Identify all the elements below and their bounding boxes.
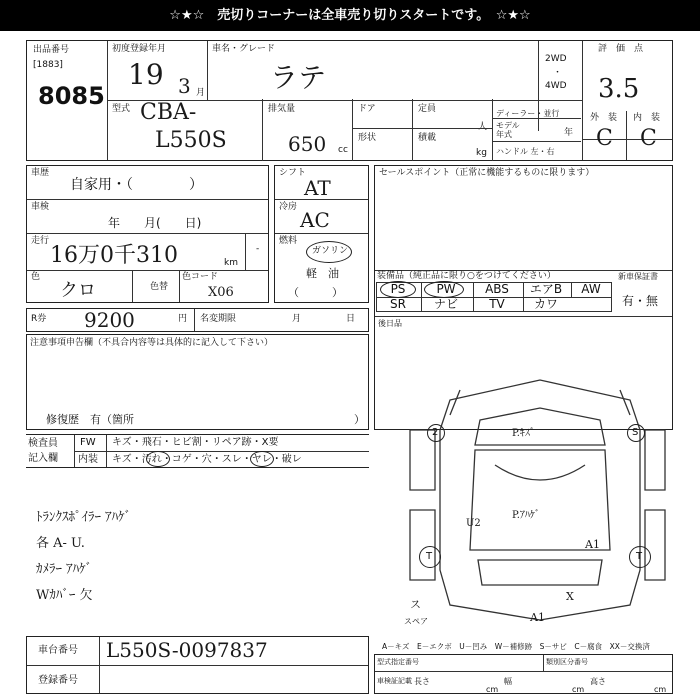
inspector-interior: 内装 bbox=[78, 454, 98, 465]
notes-label: 注意事項申告欄（不具合内容等は具体的に記入して下さい） bbox=[30, 338, 274, 348]
lot-sub: [1883] bbox=[33, 60, 63, 70]
rename-month: 月 bbox=[292, 314, 302, 324]
mark-3: P.ｷｽﾞ bbox=[512, 428, 535, 439]
mark-10: ス bbox=[410, 598, 421, 611]
sales-label: セールスポイント（正常に機能するものに限ります） bbox=[379, 168, 595, 178]
length-label: 長さ bbox=[414, 677, 430, 686]
equip-pw: PW bbox=[436, 282, 456, 296]
history-value: 自家用・（ ） bbox=[70, 177, 203, 193]
fuel-diesel: 軽 油 bbox=[306, 267, 339, 280]
warranty-value: 有・無 bbox=[622, 294, 659, 308]
repair-close: ） bbox=[354, 413, 365, 426]
mark-6: A1 bbox=[585, 538, 600, 551]
rename-label: 名変期限 bbox=[200, 314, 237, 324]
handle-label: ハンドル 左・右 bbox=[496, 147, 555, 156]
car-diagram bbox=[400, 370, 670, 630]
equip-tv: TV bbox=[489, 297, 505, 311]
load-unit: kg bbox=[476, 148, 487, 158]
recycle-box bbox=[26, 308, 369, 332]
equip-sr: SR bbox=[390, 297, 406, 311]
equip-airbag: エアB bbox=[529, 282, 563, 296]
model-label: 型式 bbox=[112, 104, 131, 114]
color-code: X06 bbox=[208, 285, 234, 300]
color: クロ bbox=[60, 280, 96, 301]
inspector-int-items: キズ・汚れ・コゲ・穴・スレ・ヤレ・破レ bbox=[112, 454, 302, 465]
mileage: 16万0千310 bbox=[50, 243, 178, 268]
color-code-label: 色コード bbox=[182, 272, 219, 282]
recycle-label: R券 bbox=[31, 314, 47, 324]
color-swap-label: 色替 bbox=[150, 282, 169, 292]
mileage-label: 走行 bbox=[31, 236, 50, 246]
fuel-other: （ ） bbox=[288, 286, 343, 299]
inspector-label-1: 検査員 bbox=[28, 438, 58, 449]
equip-abs: ABS bbox=[485, 282, 509, 296]
shift-label: シフト bbox=[279, 168, 307, 178]
note-4: Wｶﾊﾞｰ 欠 bbox=[36, 588, 93, 603]
fuel-gas: ガソリン bbox=[312, 246, 349, 256]
height-label: 高さ bbox=[590, 677, 606, 686]
interior-grade: C bbox=[640, 126, 657, 151]
class-label: 類別区分番号 bbox=[546, 658, 588, 666]
history-label: 車歴 bbox=[31, 168, 50, 178]
mark-1: 2 bbox=[432, 427, 439, 438]
type-label: 型式指定番号 bbox=[377, 658, 419, 666]
equipment-label: 装備品（純正品に限り○をつけてください） bbox=[377, 271, 556, 281]
warranty-label: 新車保証書 bbox=[618, 272, 658, 281]
ac: AC bbox=[300, 208, 330, 232]
fuel-label: 燃料 bbox=[279, 236, 298, 246]
inspector-fw: FW bbox=[80, 437, 96, 448]
mark-11: X bbox=[566, 590, 574, 603]
inspection-label: 車検 bbox=[31, 202, 50, 212]
shape-label: 形状 bbox=[358, 133, 377, 143]
drive-4wd: 4WD bbox=[545, 81, 567, 91]
equip-navi: ナビ bbox=[433, 297, 458, 311]
lot-label: 出品番号 bbox=[33, 45, 70, 55]
equip-leather: カワ bbox=[533, 297, 558, 311]
dealer-label: ディーラー・並行 bbox=[496, 109, 560, 118]
exterior-label: 外 装 bbox=[590, 113, 618, 123]
mark-5: U2 bbox=[466, 518, 481, 529]
mark-4: P.ｱﾊｹﾞ bbox=[512, 510, 540, 521]
width-label: 幅 bbox=[504, 677, 512, 686]
reg-month-unit: 月 bbox=[196, 88, 206, 98]
later-label: 後日品 bbox=[378, 319, 402, 328]
mark-7: T bbox=[426, 551, 433, 562]
inspection-value: 年 月( 日) bbox=[108, 216, 202, 230]
repair-label: 修復歴 有（箇所 bbox=[46, 413, 134, 426]
recycle-amount: 9200 bbox=[84, 308, 135, 332]
car-name: ラテ bbox=[270, 61, 327, 94]
spare-label: スペア bbox=[404, 617, 428, 626]
rub-circle bbox=[250, 451, 274, 467]
name-label: 車名・グレード bbox=[212, 44, 276, 54]
door-label: ドア bbox=[358, 104, 376, 114]
rating: 3.5 bbox=[598, 74, 640, 104]
model-2: L550S bbox=[155, 128, 227, 153]
rename-day: 日 bbox=[346, 314, 356, 324]
model-year-unit: 年 bbox=[564, 128, 574, 138]
length-cm: cm bbox=[486, 685, 499, 694]
capacity-unit: 人 bbox=[478, 122, 488, 132]
chassis-label: 車台番号 bbox=[38, 645, 78, 656]
mark-8: T bbox=[636, 551, 643, 562]
drive-dot: ・ bbox=[553, 68, 563, 78]
legend: A－キズ E－エクボ U－凹み W－補修跡 S－サビ C－腐食 XX－交換済 bbox=[382, 642, 650, 651]
model-year-label: モデル年式 bbox=[496, 121, 520, 139]
inspector-ext-items: キズ・飛石・ヒビ割・リペア跡・X要 bbox=[112, 437, 279, 448]
capacity-label: 定員 bbox=[418, 104, 437, 114]
note-3: ｶﾒﾗｰ ｱﾊｹﾞ bbox=[36, 562, 93, 577]
note-2: 各 A- U. bbox=[36, 536, 85, 551]
inspector-label-2: 記入欄 bbox=[28, 453, 58, 464]
shift: AT bbox=[304, 176, 331, 200]
width-cm: cm bbox=[572, 685, 585, 694]
exterior-grade: C bbox=[596, 126, 613, 151]
reg-year: 19 bbox=[128, 58, 164, 91]
mark-2: S bbox=[632, 427, 639, 438]
displacement: 650 bbox=[288, 132, 327, 156]
load-label: 積載 bbox=[418, 133, 437, 143]
mark-9: A1 bbox=[530, 611, 545, 624]
size-label: 車検証記載 bbox=[377, 677, 412, 685]
color-label: 色 bbox=[31, 272, 41, 282]
pw-circle bbox=[424, 281, 464, 298]
ps-circle bbox=[380, 281, 416, 298]
model-1: CBA- bbox=[140, 100, 197, 125]
registration-label: 登録番号 bbox=[38, 675, 78, 686]
rating-label: 評 価 点 bbox=[598, 44, 644, 54]
mileage-dash: - bbox=[256, 244, 260, 254]
chassis-value: L550S-0097837 bbox=[106, 638, 268, 662]
header-box bbox=[26, 40, 673, 161]
banner: ☆★☆ 売切りコーナーは全車売り切りスタートです。 ☆★☆ bbox=[0, 0, 700, 31]
ac-label: 冷房 bbox=[279, 202, 298, 212]
drive-2wd: 2WD bbox=[545, 54, 567, 64]
displacement-unit: cc bbox=[338, 145, 348, 155]
stain-circle bbox=[146, 451, 170, 467]
equip-aw: AW bbox=[581, 282, 601, 296]
equip-ps: PS bbox=[390, 282, 406, 296]
mileage-unit: km bbox=[224, 258, 238, 268]
interior-label: 内 装 bbox=[633, 113, 661, 123]
recycle-unit: 円 bbox=[178, 314, 188, 324]
note-1: ﾄﾗﾝｸｽﾎﾟｲﾗｰ ｱﾊｹﾞ bbox=[36, 510, 132, 525]
displacement-label: 排気量 bbox=[268, 104, 296, 114]
first-reg-label: 初度登録年月 bbox=[112, 44, 167, 54]
reg-month: 3 bbox=[178, 74, 191, 98]
height-cm: cm bbox=[654, 685, 667, 694]
lot-number: 8085 bbox=[38, 82, 105, 110]
